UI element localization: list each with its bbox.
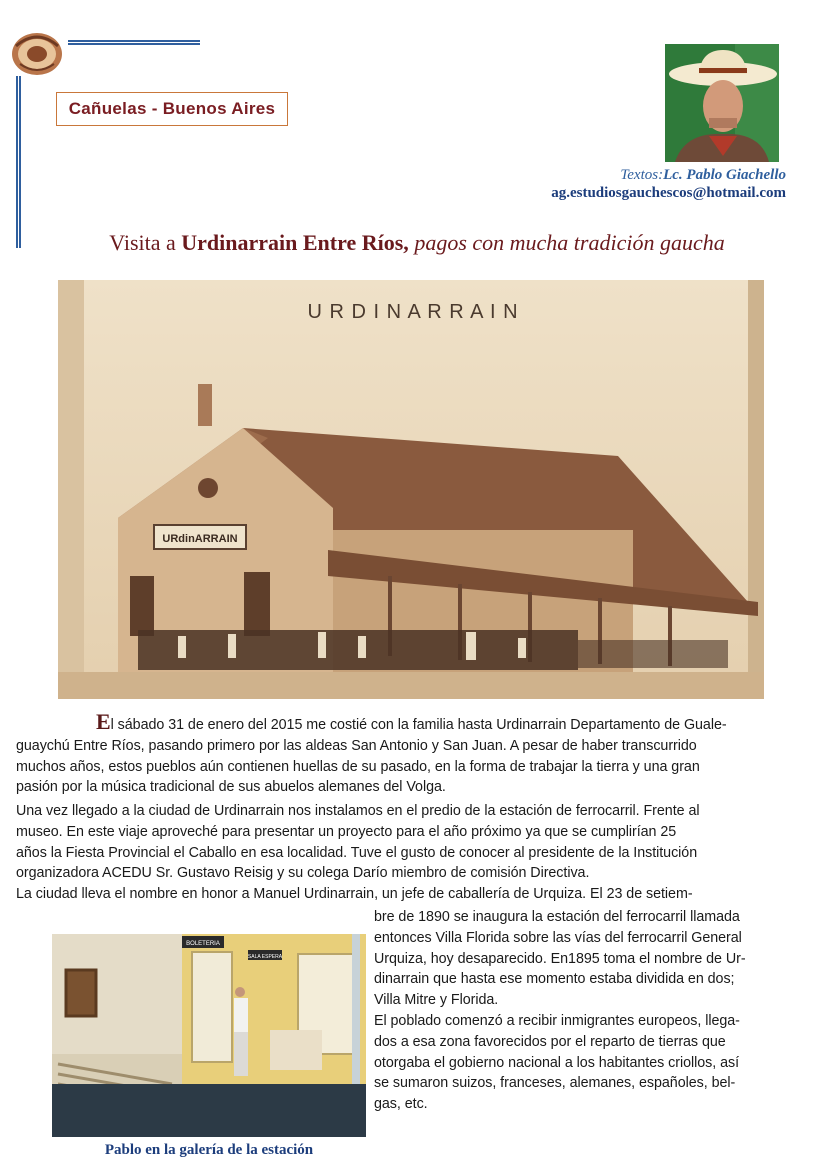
text-line: dinarrain que hasta ese momento estaba dividida en dos; bbox=[374, 971, 735, 988]
text-line bbox=[16, 709, 781, 736]
text-line: años la Fiesta Provincial el Caballo en esa localidad. Tuve el gusto de conocer al presidente de la Institución bbox=[16, 844, 698, 861]
text-line: Villa Mitre y Florida. bbox=[374, 992, 499, 1009]
text-line: Una vez llegado a la ciudad de Urdinarrain nos instalamos en el predio de la estación de ferrocarril. Frente al bbox=[16, 803, 700, 819]
text-line: dos a esa zona favorecidos por el reparto de tierras que bbox=[374, 1033, 726, 1050]
text-line: guaychú Entre Ríos, pasando primero por las aldeas San Antonio y San Juan. A pesar de haber transcurrido bbox=[16, 737, 697, 754]
text-line: Urquiza, hoy desaparecido. En1895 toma el nombre de Ur- bbox=[374, 950, 746, 967]
photo-sign-station: URdinARRAIN bbox=[162, 533, 238, 545]
author-credits bbox=[551, 166, 786, 202]
title-place: Urdinarrain Entre Ríos, bbox=[181, 230, 409, 255]
photo-sign-top: U R D I N A R R A I N bbox=[307, 301, 519, 323]
author-email[interactable]: ag.estudiosgauchescos@hotmail.com bbox=[551, 185, 786, 201]
paragraph-intro bbox=[16, 709, 781, 798]
text-line: museo. En este viaje aproveché para presentar un proyecto para el año próximo ya que se cumplirían 25 bbox=[16, 823, 677, 840]
drop-cap: E bbox=[96, 709, 111, 734]
text-line-content: l sábado 31 de enero del 2015 me costié con la familia hasta Urdinarrain Departamento de Guale- bbox=[110, 717, 727, 733]
author-name: Lc. Pablo Giachello bbox=[663, 167, 786, 183]
historic-station-photo bbox=[58, 280, 764, 699]
author-portrait bbox=[665, 44, 779, 162]
article-title bbox=[0, 230, 834, 256]
paragraph-history bbox=[374, 907, 778, 1115]
title-lead: Visita a bbox=[109, 230, 176, 255]
station-gallery-photo bbox=[52, 934, 366, 1137]
title-subtitle: pagos con mucha tradición gaucha bbox=[414, 230, 725, 255]
photo-caption: Pablo en la galería de la estación bbox=[104, 1142, 314, 1158]
text-line: La ciudad lleva el nombre en honor a Manuel Urdinarrain, un jefe de caballería de Urquiza. El 23 de setiem- bbox=[16, 886, 693, 903]
text-line: gas, etc. bbox=[374, 1096, 428, 1113]
paragraph-visit bbox=[16, 801, 781, 905]
sala-espera-sign: SALA ESPERA bbox=[247, 954, 283, 960]
text-line: organizadora ACEDU Sr. Gustavo Reisig y su colega Darío miembro de comisión Directiva. bbox=[16, 865, 590, 882]
text-line: muchos años, estos pueblos aún contienen huellas de su pasado, en la forma de trabajar la tierra y una gran bbox=[16, 758, 700, 775]
vertical-rule bbox=[16, 76, 21, 248]
location-label: Cañuelas - Buenos Aires bbox=[56, 92, 288, 126]
text-line: otorgaba el gobierno nacional a los habitantes criollos, así bbox=[374, 1054, 739, 1071]
text-line: pasión por la música tradicional de sus abuelos alemanes del Volga. bbox=[16, 779, 446, 796]
text-line: bre de 1890 se inaugura la estación del ferrocarril llamada bbox=[374, 909, 740, 925]
text-line: se sumaron suizos, franceses, alemanes, españoles, bel- bbox=[374, 1075, 736, 1092]
text-line: El poblado comenzó a recibir inmigrantes europeos, llega- bbox=[374, 1012, 740, 1029]
text-line: entonces Villa Florida sobre las vías del ferrocarril General bbox=[374, 929, 742, 946]
boleteria-sign: BOLETERIA bbox=[186, 941, 220, 947]
credits-label: Textos: bbox=[620, 167, 664, 183]
author-line bbox=[551, 166, 786, 184]
mate-gourd-logo bbox=[6, 26, 66, 78]
horizontal-rule bbox=[68, 40, 200, 45]
